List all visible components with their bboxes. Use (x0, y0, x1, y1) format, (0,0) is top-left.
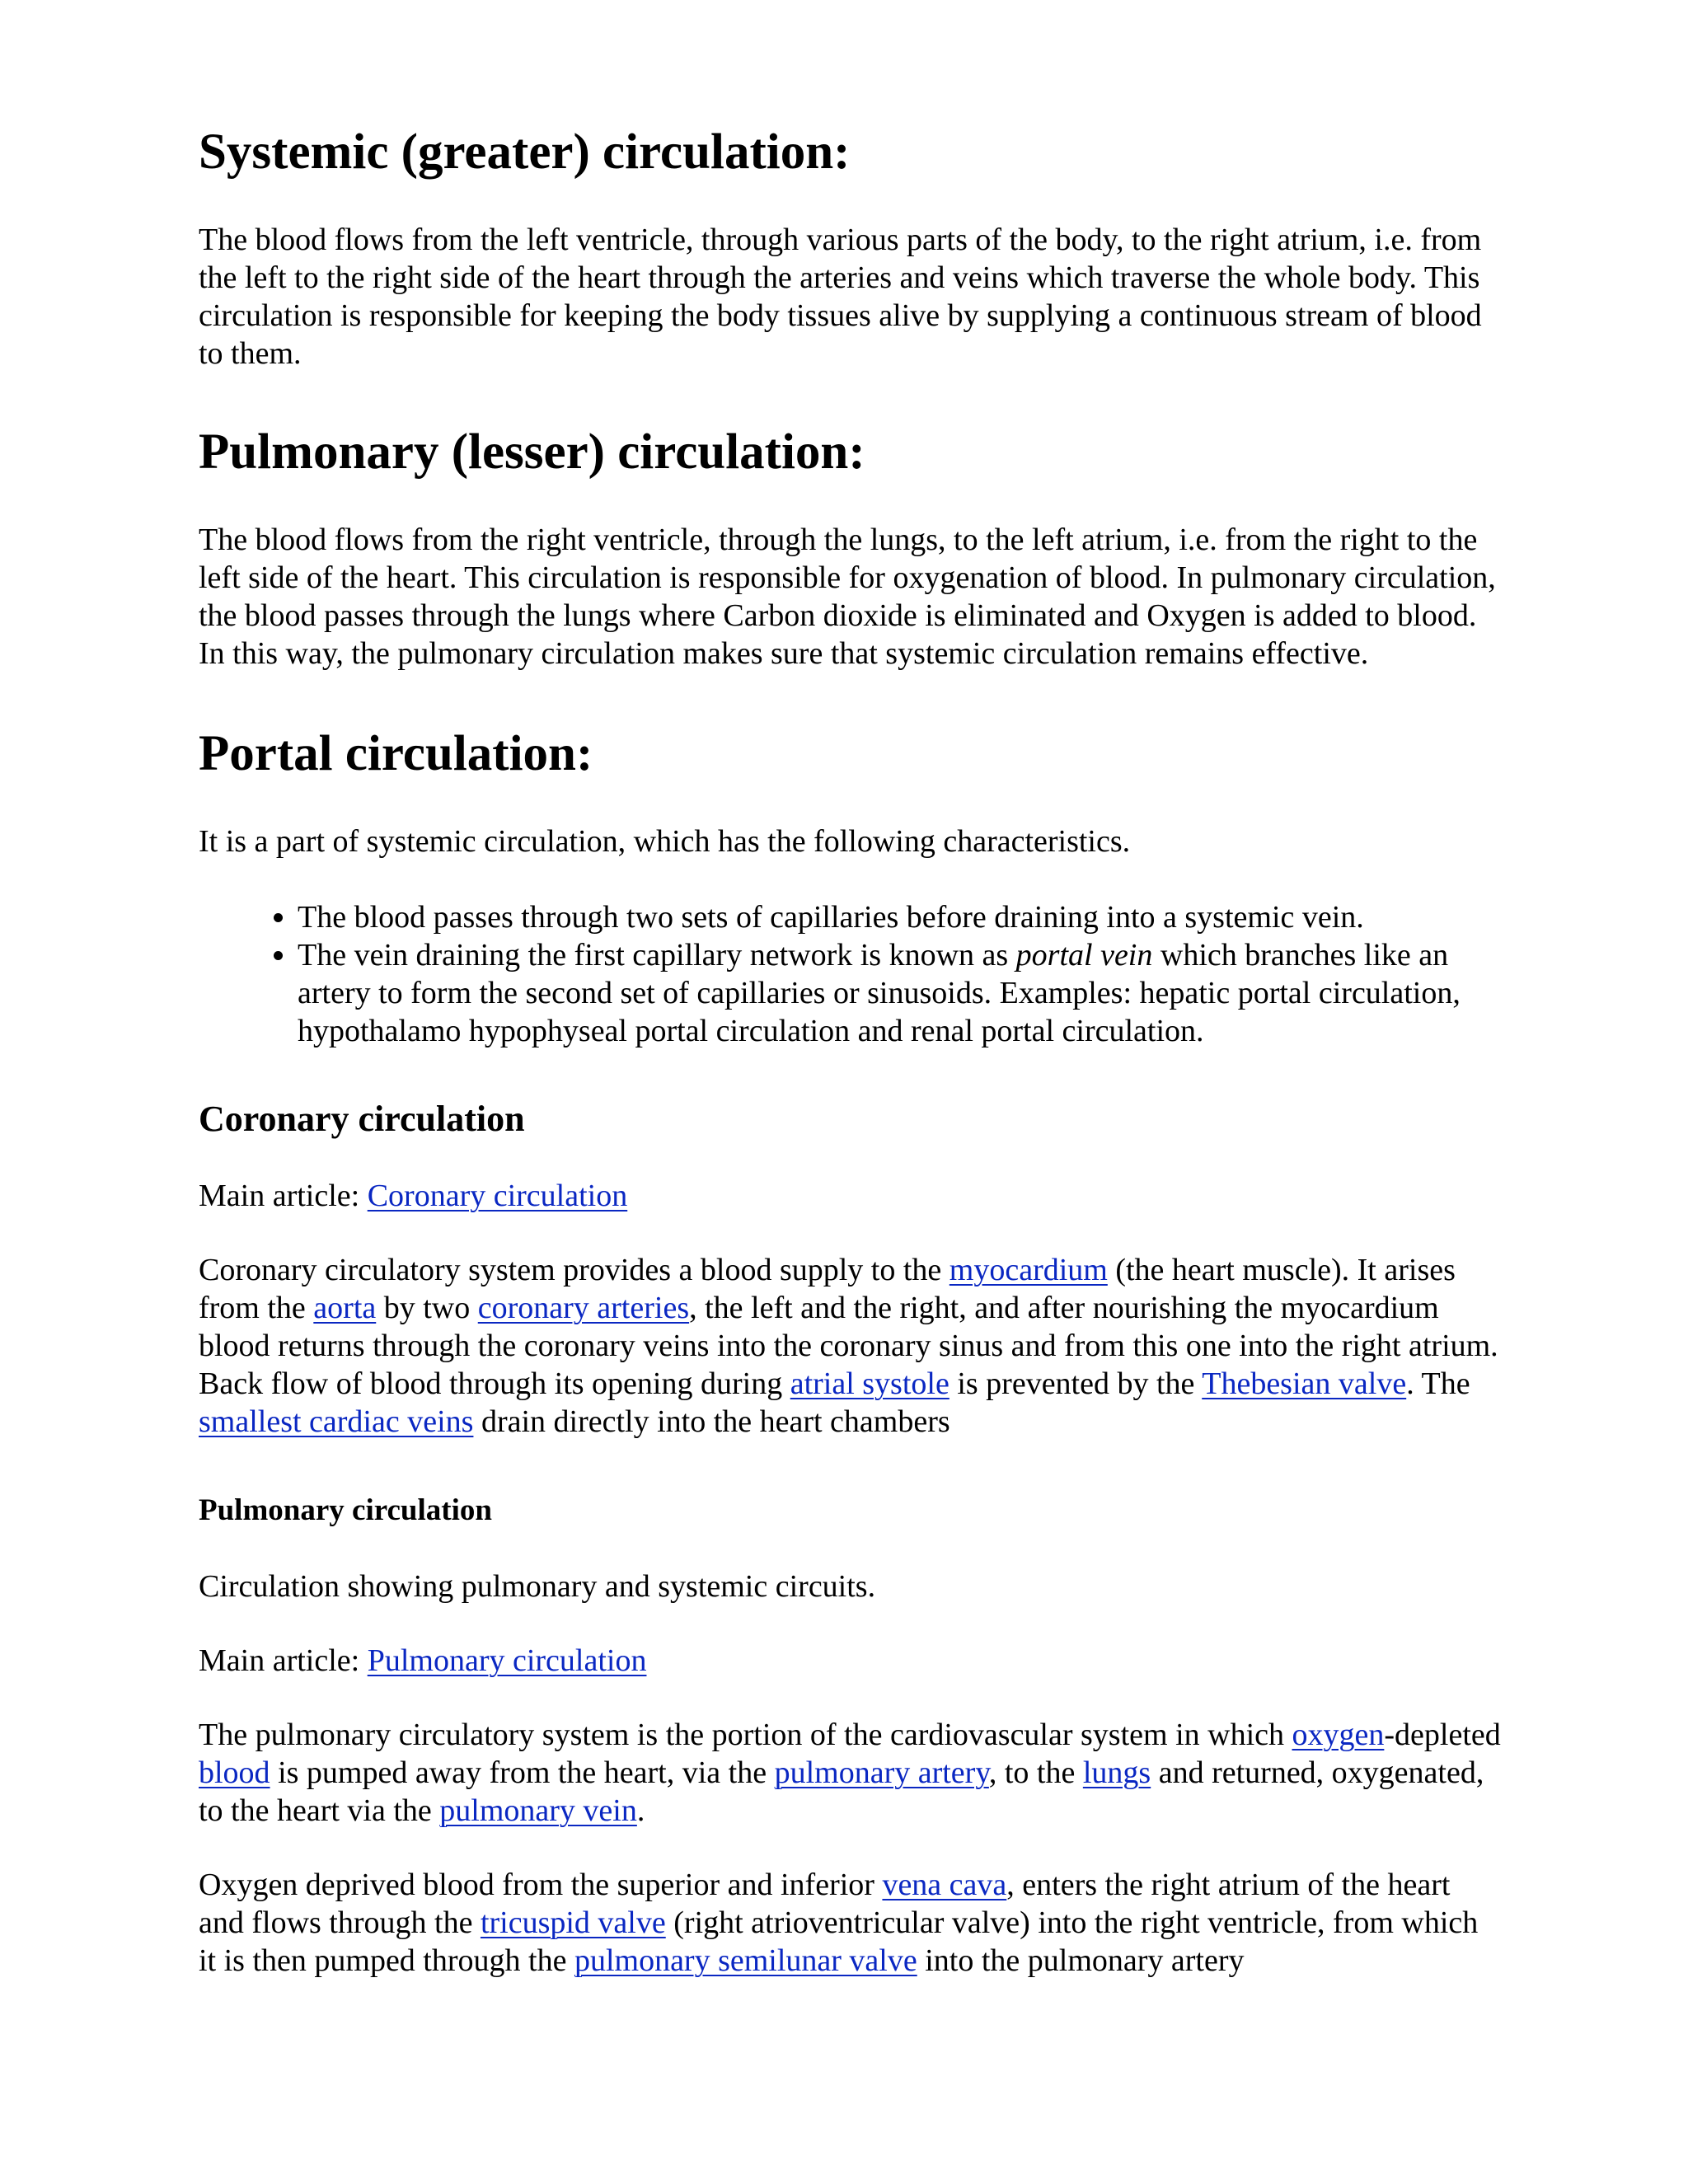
text-run: , to the (988, 1755, 1083, 1790)
link-myocardium[interactable]: myocardium (949, 1253, 1108, 1287)
text-run: (right atrioventricular valve) into the right ventricle, from which it is then pumped through the (199, 1905, 1479, 1978)
link-blood[interactable]: blood (199, 1755, 270, 1790)
main-article-pulmonary (199, 1642, 1501, 1680)
text-run: Coronary circulatory system provides a blood supply to the (199, 1253, 950, 1287)
bullet-text-pre: The vein draining the first capillary network is known as (298, 938, 1016, 972)
list-item (298, 936, 1501, 1050)
paragraph-portal-intro: It is a part of systemic circulation, which has the following characteristics. (199, 824, 1131, 859)
list-item (298, 898, 1501, 936)
heading-portal-circulation: Portal circulation: (199, 726, 593, 781)
text-run: -depleted (1384, 1718, 1501, 1752)
portal-characteristics-list (199, 898, 1501, 1050)
heading-coronary-circulation: Coronary circulation (199, 1099, 525, 1139)
link-smallest-cardiac-veins[interactable]: smallest cardiac veins (199, 1404, 474, 1439)
link-thebesian-valve[interactable]: Thebesian valve (1202, 1366, 1407, 1401)
text-run: The pulmonary circulatory system is the portion of the cardiovascular system in which (199, 1718, 1292, 1752)
link-tricuspid-valve[interactable]: tricuspid valve (480, 1905, 666, 1940)
bullet-text-post: which branches like an artery to form the second set of capillaries or sinusoids. Examples: hepatic portal circulation, hypothalamo hypophyseal portal circulation and renal portal circulation. (298, 938, 1461, 1048)
text-run: is pumped away from the heart, via the (270, 1755, 775, 1790)
text-run: , enters the right atrium of the heart and flows through the (199, 1868, 1451, 1940)
main-article-label: Main article: (199, 1643, 368, 1678)
paragraph-systemic: The blood flows from the left ventricle, through various parts of the body, to the right atrium, i.e. from the left to the right side of the heart through the arteries and veins which traverse the whole body. This circulation is responsible for keeping the body tissues alive by supplying a continuous stream of blood to them. (199, 223, 1482, 371)
link-oxygen[interactable]: oxygen (1292, 1718, 1385, 1752)
paragraph-coronary (199, 1251, 1501, 1441)
link-pulmonary-circulation[interactable]: Pulmonary circulation (367, 1643, 647, 1678)
text-run: by two (376, 1291, 478, 1325)
text-run: . (636, 1793, 645, 1828)
link-pulmonary-vein[interactable]: pulmonary vein (439, 1793, 637, 1828)
paragraph-pulmonary-2 (199, 1866, 1501, 1980)
text-run: and returned, oxygenated, to the heart via the (199, 1755, 1484, 1828)
portal-vein-term: portal vein (1015, 938, 1153, 972)
text-run: into the pulmonary artery (917, 1943, 1245, 1978)
text-run: Oxygen deprived blood from the superior and inferior (199, 1868, 883, 1902)
bullet-text: The blood passes through two sets of capillaries before draining into a systemic vein. (298, 900, 1364, 935)
link-aorta[interactable]: aorta (313, 1291, 377, 1325)
paragraph-pulmonary-1 (199, 1716, 1501, 1830)
link-pulmonary-semilunar-valve[interactable]: pulmonary semilunar valve (574, 1943, 917, 1978)
main-article-coronary (199, 1177, 1501, 1215)
link-lungs[interactable]: lungs (1082, 1755, 1151, 1790)
link-coronary-circulation[interactable]: Coronary circulation (367, 1179, 628, 1213)
text-run: drain directly into the heart chambers (473, 1404, 950, 1439)
link-coronary-arteries[interactable]: coronary arteries (477, 1291, 690, 1325)
link-vena-cava[interactable]: vena cava (882, 1868, 1007, 1902)
text-run: (the heart muscle). It arises from the (199, 1253, 1456, 1325)
text-run: . The (1406, 1366, 1470, 1401)
paragraph-pulmonary-lesser: The blood flows from the right ventricle, through the lungs, to the left atrium, i.e. from the right to the left side of the heart. This circulation is responsible for oxygenation of blood. In pulmonary circulation, the blood passes through the lungs where Carbon dioxide is eliminated and Oxygen is added to blood. In this way, the pulmonary circulation makes sure that systemic circulation remains effective. (199, 523, 1496, 671)
heading-systemic-circulation: Systemic (greater) circulation: (199, 124, 851, 180)
text-run: is prevented by the (949, 1366, 1203, 1401)
link-atrial-systole[interactable]: atrial systole (790, 1366, 950, 1401)
main-article-label: Main article: (199, 1179, 368, 1213)
caption-circulation: Circulation showing pulmonary and systemic circuits. (199, 1569, 876, 1604)
heading-pulmonary-lesser-circulation: Pulmonary (lesser) circulation: (199, 424, 865, 480)
heading-pulmonary-circulation: Pulmonary circulation (199, 1493, 492, 1527)
link-pulmonary-artery[interactable]: pulmonary artery (774, 1755, 989, 1790)
document-page (199, 124, 1501, 1980)
text-run: , the left and the right, and after nourishing the myocardium blood returns through the coronary veins into the coronary sinus and from this one into the right atrium. Back flow of blood through its opening during (199, 1291, 1498, 1401)
